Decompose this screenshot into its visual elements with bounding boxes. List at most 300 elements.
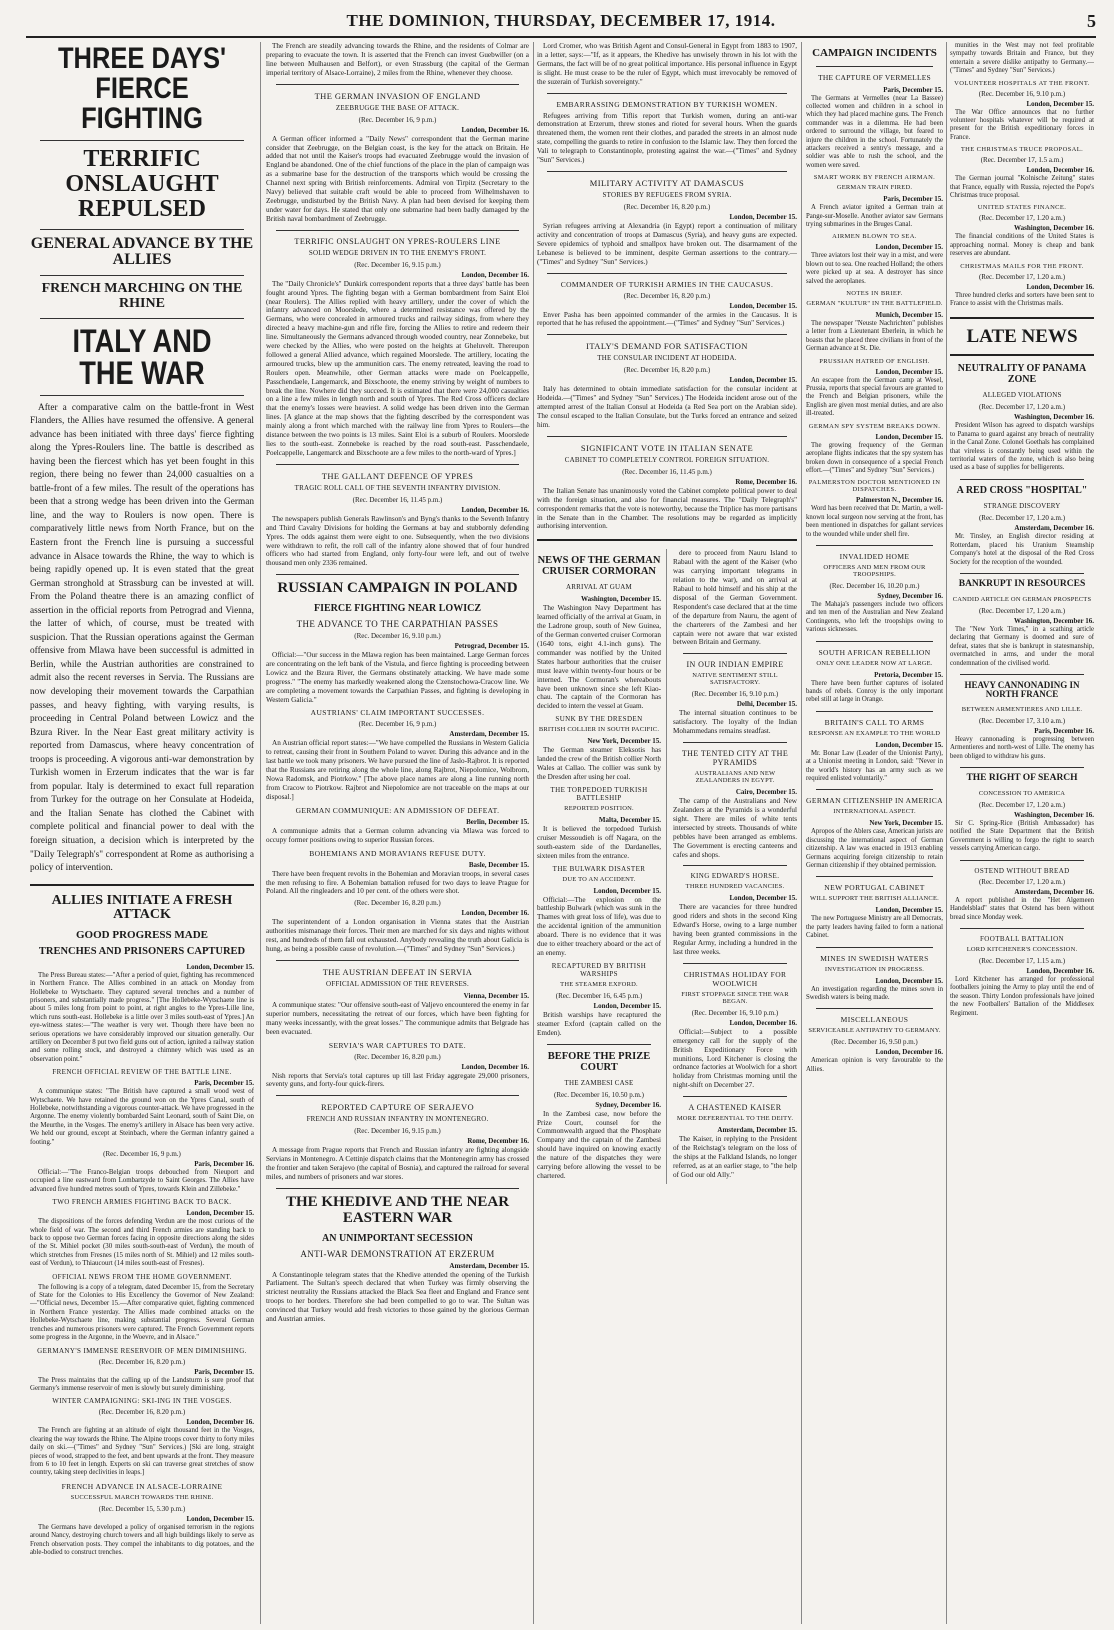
column-rule	[946, 42, 947, 1624]
article-text: The Germans at Vermelles (near La Bassee) collected women and children in a school in which they had placed machine guns. The French commander was in a dilemma. He had been ordered to surround the village, but feared to injure the children in the school. Fortunately the attackers received a sentry's message, and a soldier was able to rush the school, and the women were saved.	[806, 94, 943, 169]
section-subheading: CABINET TO COMPLETELY CONTROL FOREIGN SITUATION.	[564, 455, 770, 464]
article-text: The Italian Senate has unanimously voted the Cabinet complete political power to deal with the foreign situation, and also for financial measures. The "Daily Telegraph's" correspondent remarks that the vote is noteworthy, because the Triplice has more partisans in the Senate than in the Chamber. The resolutions may be regarded as implicitly authorising intervention.	[537, 486, 797, 531]
section-heading: EMBARRASSING DEMONSTRATION BY TURKISH WOMEN.	[556, 99, 778, 109]
section-subheading: SUCCESSFUL MARCH TOWARDS THE RHINE.	[70, 1493, 214, 1501]
headline-allies-fresh-attack: ALLIES INITIATE A FRESH ATTACK	[51, 892, 233, 923]
rule	[547, 93, 787, 94]
section-subheading: CONCESSION TO AMERICA	[978, 790, 1066, 798]
dateline: Amsterdam, December 15.	[449, 730, 529, 739]
section-subheading: STRANGE DISCOVERY	[983, 502, 1061, 511]
section-subheading: SERVICEABLE ANTIPATHY TO GERMANY.	[808, 1027, 941, 1035]
dateline: Petrograd, December 15.	[454, 642, 529, 650]
article-text: British warships have recaptured the steamer Exford (captain called on the Emden).	[537, 1010, 661, 1037]
headline-italy-and-the-war: ITALY AND THE WAR	[72, 322, 212, 391]
section-subheading: TRAGIC ROLL CALL OF THE SEVENTH INFANTRY DIVISION.	[294, 483, 501, 492]
dateline: Sydney, December 16.	[877, 591, 943, 600]
headline-khedive: THE KHEDIVE AND THE NEAR EASTERN WAR	[285, 1194, 510, 1226]
section-subheading: LORD KITCHENER'S CONCESSION.	[966, 945, 1078, 953]
rule	[960, 674, 1084, 675]
dateline: Washington, December 16.	[1014, 811, 1094, 820]
section-heading: SUNK BY THE DRESDEN	[555, 715, 643, 724]
article-text: Heavy cannonading is progressing between Armentieres and north-west of Lille. The enemy has been obliged to withdraw his guns.	[950, 735, 1094, 760]
rule	[276, 464, 519, 465]
rule	[40, 275, 244, 276]
section-heading: IN OUR INDIAN EMPIRE	[686, 660, 784, 670]
article-text: Apropos of the Ablers case, American jurists are discussing the international aspect of German citizenship. A law was enacted in 1913 enabling Germans acquiring foreign citizenship to retain German citizenship if they obtained permission.	[806, 828, 943, 870]
dateline: Palmerston N., December 16.	[856, 496, 943, 505]
section-subheading: OFFICERS AND MEN FROM OUR TROOPSHIPS.	[823, 563, 926, 578]
article-text: The growing frequency of the German aeroplane flights indicates that the spy system has broken down in consequence of a special French effort.—("Times" and Sydney "Sun" Services.)	[806, 441, 943, 474]
dateline: Rome, December 16.	[467, 1137, 529, 1146]
article-text: Three hundred clerks and sorters have been sent to France to assist with the Christmas mails.	[950, 291, 1094, 308]
dateline: Basle, December 15.	[468, 860, 529, 869]
section-subheading: THE ZAMBESI CASE	[564, 1078, 634, 1087]
article-text: The newspapers publish Generals Rawlinson's and Byng's thanks to the Seventh Infantry and Third Cavalry Divisions for holding the Germans at bay and stubbornly defending Ypres. The odds against them were eight to one. Subsequently, when the two divisions were withdrawn to refit, the roll call of the infantry alone showed that of four hundred officers who had started from England, only forty-four were left, and out of twelve thousand men only 2336 remained.	[266, 514, 529, 568]
rule	[276, 1095, 519, 1096]
section-subheading: RESPONSE AN EXAMPLE TO THE WORLD	[808, 729, 941, 737]
rule	[683, 963, 787, 964]
section-subheading: NATIVE SENTIMENT STILL SATISFACTORY.	[692, 672, 778, 687]
headline-late-news: LATE NEWS	[966, 325, 1078, 347]
article-text: A French aviator ignited a German train at Pange-sur-Moselle. Another aviator saw Germans trying submarines in the Bruges Canal.	[806, 204, 943, 229]
dateline: London, December 15.	[729, 212, 797, 221]
dateline: Paris, December 15.	[194, 1367, 254, 1376]
article-text: The new Portuguese Ministry are all Democrats, the party leaders having failed to form a national Cabinet.	[806, 915, 943, 940]
headline-right-of-search: THE RIGHT OF SEARCH	[966, 773, 1078, 784]
received-line: (Rec. December 17, 1.20 a.m.)	[978, 214, 1066, 223]
rule	[816, 789, 933, 790]
rule	[547, 334, 787, 335]
rule	[276, 230, 519, 231]
dateline: Berlin, December 15.	[466, 817, 529, 826]
headline-prize-court: BEFORE THE PRIZE COURT	[547, 1050, 651, 1073]
article-text: There have been frequent revolts in the Bohemian and Moravian troops, in several cases the men refusing to fire. A Bohemian battalion refused for two days to leave Prague for Poland. All the ringleaders and 10 per cent. of the others were shot.	[266, 869, 529, 896]
received-line: (Rec. December 17, 1.15 a.m.)	[978, 956, 1066, 965]
section-subheading: ONLY ONE LEADER NOW AT LARGE.	[816, 659, 933, 667]
received-line: (Rec. December 16, 8.20 p.m.)	[354, 899, 441, 908]
article-text: The French are steadily advancing towards the Rhine, and the residents of Colmar are preparing to evacuate the town. It is asserted that the French can invest Guebwiller (on a line between Mulhausen and Belfort), or even Strassburg (the capital of the German imperial territory of Alsace-Lorraine), 2 miles from the Rhine, whenever they choose.	[266, 42, 529, 77]
received-line: (Rec. December 16, 8.20 p.m.)	[623, 202, 711, 211]
section-heading: FOOTBALL BATTALION	[980, 934, 1064, 943]
rule	[816, 1008, 933, 1009]
headline-campaign-incidents: CAMPAIGN INCIDENTS	[812, 47, 937, 59]
rule	[537, 539, 797, 541]
article-text: In the Zambesi case, now before the Prize Court, counsel for the Commonwealth argued that the Phosphate Company and the captain of the Zambesi should have inquired on knowing exactly the nature of the dispatches they were carrying before allowing the vessel to be chartered.	[537, 1109, 661, 1180]
section-heading: GERMAN SPY SYSTEM BREAKS DOWN.	[808, 422, 941, 430]
dateline: London, December 16.	[461, 1062, 529, 1071]
section-heading: UNITED STATES FINANCE.	[977, 204, 1067, 212]
rule	[276, 574, 519, 575]
rule	[960, 928, 1084, 929]
dateline: Paris, December 15.	[194, 1079, 254, 1088]
article-text: Mr. Bonar Law (Leader of the Unionist Party), at a Unionist meeting in London, said: "Never in the world's history has an army such as we required enlisted voluntarily."	[806, 749, 943, 783]
dateline: London, December 15.	[1026, 99, 1094, 108]
dateline: New York, December 15.	[869, 819, 943, 828]
section-heading: MINES IN SWEDISH WATERS	[820, 953, 929, 963]
article-text: Italy has determined to obtain immediate satisfaction for the consular incident at Hodeida.—("Times" and Sydney "Sun" Services.) The Hodeida incident arose out of the attempted arrest of the Italian Consul at Hodeida (a Red Sea port on the Arabian side). The consul escaped to the Italian Consulate, but the Turks forced an entrance and seized him.	[537, 385, 797, 429]
section-heading: WINTER CAMPAIGNING: SKI-ING IN THE VOSGES.	[52, 1397, 232, 1406]
dateline: London, December 15.	[593, 1001, 661, 1010]
section-heading: SERVIA'S WAR CAPTURES TO DATE.	[328, 1040, 467, 1050]
dateline: Cairo, December 15.	[735, 788, 797, 797]
dateline: Washington, December 16.	[1014, 413, 1094, 422]
masthead	[26, 6, 1096, 38]
article-text: An investigation regarding the mines sown in Swedish waters is being made.	[806, 985, 943, 1002]
subhead-trenches-prisoners: TRENCHES AND PRISONERS CAPTURED	[38, 946, 246, 958]
rule	[950, 354, 1094, 356]
dateline: London, December 16.	[461, 270, 529, 279]
rule	[816, 947, 933, 948]
dateline: London, December 15.	[186, 1209, 254, 1218]
section-subheading: CANDID ARTICLE ON GERMAN PROSPECTS	[952, 595, 1092, 603]
section-subheading: REPORTED POSITION.	[564, 804, 634, 812]
section-heading: THE ADVANCE TO THE CARPATHIAN PASSES	[296, 619, 499, 629]
section-heading: A CHASTENED KAISER	[688, 1103, 782, 1113]
dateline: Sydney, December 16.	[595, 1100, 661, 1109]
article-text: There are vacancies for three hundred good riders and shots in the second King Edward's Horse, owing to a large number having been granted commissions in the Regular Army, including a hundred in the last three weeks.	[673, 903, 797, 956]
article-text: dere to proceed from Nauru Island to Rabaul with the agent of the Kaiser (who was carrying important telegrams in relation to the war), and on arrival at Rabaul to hold himself and his ship at the disposal of the German Government. Respondent's case declared that at the time of the departure from Nauru, the agent of the charterers of the Zambesi and her captain were not aware that war existed between Britain and Germany.	[673, 549, 797, 647]
dateline: Amsterdam, December 16.	[1014, 524, 1094, 533]
article-text: The financial conditions of the United States is approaching normal. Money is cheap and bank reserves are abundant.	[950, 233, 1094, 258]
section-heading: AUSTRIANS' CLAIM IMPORTANT SUCCESSES.	[310, 708, 485, 718]
section-heading: MILITARY ACTIVITY AT DAMASCUS	[589, 177, 745, 188]
received-line: (Rec. December 16, 9.10 p.m.)	[354, 632, 441, 640]
dateline: Amsterdam, December 15.	[717, 1126, 797, 1135]
section-subheading: OFFICIAL ADMISSION OF THE REVERSES.	[326, 979, 469, 988]
article-text: A German officer informed a "Daily News" correspondent that the German marine consider that Zeebrugge, on the Belgian coast, is the key for the attack on Britain. He added that not until the Kaiser's troops had evacuated Zeebrugge would the invasion of England be abandoned. One of the chief functions of the place in the plan of campaign was as a submarine base for the destruction of the transports which would be crossing the Channel next spring with British reinforcements. Admiral von Tirpitz (Secretary to the Navy) believed that suitable craft would be able to proceed from Wilhelmshaven to Zeebrugge, undisturbed by the British Navy. A plan had been devised for keeping them under water for days. He stated that only one submarine had been badly damaged by the British naval bombardment of Zeebrugge.	[266, 134, 529, 223]
dateline: Vienna, December 15.	[463, 991, 529, 1000]
received-line: (Rec. December 16, 9.10 p.m.)	[691, 1008, 779, 1017]
section-subheading: BETWEEN ARMENTIERES AND LILLE.	[961, 705, 1083, 713]
rule	[276, 84, 519, 85]
column-rule	[801, 42, 802, 1624]
article-text: Three aviators lost their way in a mist, and were blown out to sea. One reached Holland; the others were picked up at sea. A destroyer has since salved the aeroplanes.	[806, 252, 943, 285]
dateline: London, December 15.	[875, 740, 943, 749]
rule	[683, 865, 787, 866]
section-heading: THE TENTED CITY AT THE PYRAMIDS	[681, 749, 789, 768]
article-text: Lord Cromer, who was British Agent and Consul-General in Egypt from 1883 to 1907, in a letter, says:—"If, as it appears, the Khedive has unwisely thrown in his lot with the Germans, the fact will be of no great political importance. His personal influence in Egypt is slight. He must cease to be the ruler of Egypt, which must irrevocably be removed of the suzerain of Turkish sovereignty."	[537, 42, 797, 86]
section-subheading: DUE TO AN ACCIDENT.	[562, 875, 636, 883]
section-heading: TWO FRENCH ARMIES FIGHTING BACK TO BACK.	[52, 1198, 232, 1207]
subhead-unimportant-secession: AN UNIMPORTANT SECESSION	[322, 1232, 473, 1244]
dateline: Pretoria, December 15.	[874, 670, 943, 679]
article-text: The Washington Navy Department has learned officially of the arrival at Guam, in the Ladrone group, south of New Guinea, of the German converted cruiser Cormoran (1640 tons, eight 4.1-inch guns). The commander was notified by the United States harbour authorities that the cruiser must leave within twenty-four hours or be interned. The Cormoran's whereabouts have been unknown since she left Kiao-chau. The captain of the Cormoran has decided to intern the vessel at Guam.	[537, 604, 661, 711]
article-text: Mr. Tinsley, an English director residing at Rotterdam, placed his Uranium Steamship Company's hotel at the disposal of the Red Cross Society for the reception of the wounded.	[950, 533, 1094, 566]
rule	[276, 960, 519, 961]
dateline: London, December 16.	[1026, 966, 1094, 975]
dateline: Rome, December 16.	[735, 477, 797, 486]
article-text: There have been further captures of isolated bands of rebels. Conroy is the only important rebel still at large in Orange.	[806, 679, 943, 704]
article-text: The dispositions of the forces defending Verdun are the most curious of the whole field of war. The second and third French armies are standing back to back to oppose two German forces facing in opposite directions along the sides of the St. Mihiel pocket (30 miles south-south-east of Verdun), the mouth of which stretches from Fresnes (15 miles north of St. Mihiel) and 12 miles south-east of Verdun), to Thiaucourt (14 miles south-east of Fresnes).	[30, 1218, 254, 1268]
section-subheading: STORIES BY REFUGEES FROM SYRIA.	[602, 190, 732, 199]
section-subheading: ZEEBRUGGE THE BASE OF ATTACK.	[335, 103, 460, 112]
section-subheading: THE CAPTURE OF VERMELLES	[818, 72, 931, 82]
section-subheading: ARRIVAL AT GUAM	[566, 583, 632, 592]
section-heading: CHRISTMAS MAILS FOR THE FRONT.	[960, 262, 1084, 270]
headline-general-advance: GENERAL ADVANCE BY THE ALLIES	[30, 234, 254, 269]
rule	[40, 140, 244, 141]
dateline: London, December 15.	[875, 243, 943, 252]
section-subheading: ALLEGED VIOLATIONS	[982, 391, 1062, 400]
section-subheading: INTERNATIONAL ASPECT.	[833, 808, 916, 816]
dateline: London, December 16.	[461, 125, 529, 134]
rule	[960, 573, 1084, 574]
dateline: London, December 16.	[461, 909, 529, 918]
dateline: Washington, December 15.	[581, 595, 661, 604]
section-subheading: BRITISH COLLIER IN SOUTH PACIFIC.	[538, 726, 660, 734]
section-heading: COMMANDER OF TURKISH ARMIES IN THE CAUCASUS.	[560, 279, 774, 289]
article-text: Lord Kitchener has arranged for professional footballers joining the Army to play until the end of the season. Thirty London professionals have joined the new Footballers' Battalion of the Middlesex Regiment.	[950, 975, 1094, 1017]
headline-terrific-onslaught-repulsed: TERRIFIC ONSLAUGHT REPULSED	[65, 146, 219, 223]
received-line: (Rec. December 16, 9.50 p.m.)	[831, 1038, 918, 1047]
dateline: London, December 16.	[186, 1418, 254, 1427]
dateline: New York, December 15.	[587, 737, 661, 746]
received-line: (Rec. December 17, 1.20 a.m.)	[978, 877, 1066, 886]
dateline: Delhi, December 15.	[736, 700, 797, 709]
received-line: (Rec. December 16, 8.20 p.m.)	[354, 1052, 441, 1061]
dateline: Paris, December 15.	[883, 195, 943, 204]
lead-summary: After a comparative calm on the battle-front in West Flanders, the Allies have resumed the offensive. A general advance has been initiated with three days' fierce fighting along the Ypres-Roulers line. The battle is described as having been the fiercest which has yet been fought in this region, there being no fewer than 24,000 casualties on a battle-front of a few miles. The result of the operations has been that a strong wedge has been driven into the German line, and the way to Roulers is now open. There is comparatively little news from North France, but on the Eastern front the French line is pursuing a successful advance in Alsace towards the Rhine, the way to which is being rapidly opened up. It is even stated that the great German stronghold at Strassburg can be invested at will. From the Poland theatre there is an amazing conflict of assertion in the official reports from Petrograd and Vienna, the latter of which, of course, must be treated with suspicion. That the Russian operations against the German offensive from Mlawa have been successful is admitted in Berlin, while the Austrian authorities are constrained to admit also the recent reverses in Servia. The Russians are now developing their movement towards the Carpathian passes, and heavy fighting, with varying results, is proceeding in Central Poland between Lowicz and the Bzura River. In the Near East great military activity is reported from Damascus, where heavy concentration of troops is proceeding. A vigorous anti-war demonstration by Turkish women in Erzerum indicates that the war is far from popular. Italy is determined to exact full reparation from Turkey for the outrage on her Consulate at Hodeida, and the Italian Senate has clothed the Cabinet with complete political and financial power to deal with the foreign situation, a decision which is interpreted by the "Daily Telegraph's" correspondent at Rome as authorising a policy of intervention.	[30, 402, 254, 874]
rule	[683, 742, 787, 743]
headline-bankrupt: BANKRUPT IN RESOURCES	[958, 579, 1086, 589]
rule	[40, 395, 244, 396]
received-line: (Rec. December 16, 9 p.m.)	[358, 115, 437, 124]
dateline: Malta, December 15.	[598, 815, 661, 824]
section-heading: SOUTH AFRICAN REBELLION	[818, 647, 931, 657]
rule	[960, 860, 1084, 861]
section-heading: SIGNIFICANT VOTE IN ITALIAN SENATE	[580, 442, 754, 453]
section-heading: AIRMEN BLOWN TO SEA.	[832, 233, 917, 241]
article-text: Sir C. Spring-Rice (British Ambassador) has notified the State Department that the British Government is willing to forgo the right to search vessels carrying American cargo.	[950, 820, 1094, 853]
dateline: London, December 16.	[1026, 282, 1094, 291]
section-subheading: MORE DEFERENTIAL TO THE DEITY.	[676, 1115, 794, 1123]
article-text: Refugees arriving from Tiflis report that Turkish women, during an anti-war demonstration at Erzerum, threw stones and rioted for several hours. When the guards threatened them, the women rent their clothes, and paraded the streets in an almost nude state, compelling the guards to retire in confusion to the Islamic law. They then forced the Vali to telegraph to Constantinople, protesting against the war.—("Times" and Sydney "Sun" Services.)	[537, 111, 797, 165]
dateline: Munich, December 15.	[875, 311, 943, 320]
dateline: London, December 15.	[875, 976, 943, 985]
section-heading: ITALY'S DEMAND FOR SATISFACTION	[586, 341, 748, 352]
section-subheading: THREE HUNDRED VACANCIES.	[685, 883, 785, 891]
headline-panama: NEUTRALITY OF PANAMA ZONE	[957, 363, 1087, 385]
article-text: The following is a copy of a telegram, dated December 15, from the Secretary of State for the Colonies to His Excellency the Governor of New Zealand:—"Official news, December 15.—After comparative quiet, fighting commenced in Northern France yesterday. The Allies made combined attacks on the Hollebeke-Wytschaete line, making substantial progress. Several German trenches and numerous prisoners were captured. The French Government reports some progress in the Argonne, in the Woevre, and in Alsace."	[30, 1283, 254, 1342]
section-subheading: FIRST STOPPAGE SINCE THE WAR BEGAN.	[681, 990, 789, 1005]
received-line: (Rec. December 15, 5.30 p.m.)	[98, 1504, 186, 1513]
article-text: The Press maintains that the calling up of the Landsturm is sure proof that Germany's immense reservoir of men is slowly but surely diminishing.	[30, 1376, 254, 1392]
section-subheading: GERMAN TRAIN FIRED.	[836, 184, 913, 192]
received-line: (Rec. December 17, 1.20 a.m.)	[978, 403, 1066, 412]
received-line: (Rec. December 17, 1.20 a.m.)	[978, 606, 1066, 615]
sub-column-left	[537, 549, 667, 1184]
section-heading: ANTI-WAR DEMONSTRATION AT ERZERUM	[300, 1248, 495, 1259]
article-text: The newspaper "Neuste Nachrichten" publishes a letter from a Lieutenant Eberlein, in which he boasts that he placed three civilians in front of the German advance at St. Die.	[806, 320, 943, 353]
section-subheading: GERMAN "KULTUR" IN THE BATTLEFIELD.	[806, 300, 943, 308]
section-heading: BOHEMIANS AND MORAVIANS REFUSE DUTY.	[309, 848, 486, 858]
received-line: (Rec. December 16, 9.10 p.m.)	[691, 690, 779, 699]
section-heading: PALMERSTON DOCTOR MENTIONED IN DISPATCHES.	[808, 479, 941, 494]
rule	[960, 479, 1084, 480]
column-rule	[533, 42, 534, 1624]
section-heading: THE AUSTRIAN DEFEAT IN SERVIA	[322, 966, 473, 977]
article-text: The French are fighting at an altitude of eight thousand feet in the Vosges, clearing the way towards the Rhine. The Alpine troops cover thirty to forty miles daily on ski.—("Times" and Sydney "Sun" Services.) [Ski are long, straight pieces of wood, strapped to the feet, and bent upwards at the front. They measure from 6 to 10 feet in length. Experts on ski can traverse great stretches of snow country, taking steep declivities in leaps.]	[30, 1427, 254, 1477]
section-subheading: SOLID WEDGE DRIVEN IN TO THE ENEMY'S FRONT.	[308, 248, 487, 257]
article-text: A report published in the "Het Algemeen Handelsblad" states that Ostend has been without bread since Monday week.	[950, 896, 1094, 921]
received-line: (Rec. December 16, 8.20 p.m.)	[623, 291, 711, 300]
section-heading: KING EDWARD'S HORSE.	[690, 872, 780, 881]
headline-russian-campaign: RUSSIAN CAMPAIGN IN POLAND	[277, 580, 518, 597]
section-heading: REPORTED CAPTURE OF SERAJEVO	[320, 1102, 475, 1113]
article-text: Enver Pasha has been appointed commander of the armies in the Caucasus. It is reported that he has refused the appointment.—("Times" and Sydney "Sun" Services.)	[537, 310, 797, 328]
section-heading: GERMAN COMMUNIQUE: AN ADMISSION OF DEFEAT.	[295, 805, 500, 815]
article-text: American opinion is very favourable to the Allies.	[806, 1057, 943, 1073]
received-line: (Rec. December 16, 8.20 p.m.)	[98, 1408, 186, 1417]
rule	[40, 229, 244, 230]
rule	[816, 641, 933, 642]
article-text: Official:—Subject to a possible emergency call for the supply of the British Expeditionary Force with munitions, Lord Kitchener is closing the ordnance factories at Woolwich for a short holiday from Christmas morning until the night-shift on December 27.	[673, 1027, 797, 1090]
section-heading: THE CHRISTMAS TRUCE PROPOSAL.	[960, 146, 1084, 154]
section-heading: VOLUNTEER HOSPITALS AT THE FRONT.	[954, 79, 1090, 87]
sub-column-right	[673, 549, 797, 1184]
subhead-fierce-fighting-lowicz: FIERCE FIGHTING NEAR LOWICZ	[314, 603, 481, 614]
section-heading: RECAPTURED BY BRITISH WARSHIPS	[551, 961, 647, 978]
column-2	[266, 42, 529, 1624]
section-heading: FRENCH OFFICIAL REVIEW OF THE BATTLE LINE.	[52, 1068, 232, 1077]
section-heading: THE GERMAN INVASION OF ENGLAND	[314, 90, 481, 101]
dateline: London, December 15.	[729, 301, 797, 310]
rule	[950, 317, 1094, 319]
page-number: 5	[1087, 10, 1096, 31]
article-text: It is believed the torpedoed Turkish cruiser Messoudieh is off Nagara, on the south-eastern side of the Dardanelles, sixteen miles from the entrance.	[537, 824, 661, 860]
subhead-good-progress: GOOD PROGRESS MADE	[75, 929, 208, 942]
dateline: Paris, December 16.	[1034, 726, 1094, 735]
rule	[547, 171, 787, 172]
rule	[816, 66, 933, 67]
dateline: Paris, December 16.	[194, 1160, 254, 1168]
section-heading: GERMANY'S IMMENSE RESERVOIR OF MEN DIMINISHING.	[37, 1346, 247, 1355]
article-text: Official:—"Our success in the Mlawa region has been maintained. Large German forces are concentrating on the left bank of the Vistula, and fierce fighting is proceeding between Lowicz and the Bzura River, the Germans obstinately attacking. We have made some progress." "The enemy has markedly weakened along the Czenstochowa-Cracow line. We are completing a movement towards the Carpathian Passes, and fighting is developing in Western Galicia."	[266, 651, 529, 704]
received-line: (Rec. December 17, 3.10 a.m.)	[978, 716, 1066, 725]
section-heading: THE BULWARK DISASTER	[552, 864, 646, 873]
headline-three-days-fierce-fighting: THREE DAYS' FIERCE FIGHTING	[57, 42, 227, 135]
article-text: The Kaiser, in replying to the President of the Reichstag's telegram on the loss of the ships at the Falkland Islands, no longer referred, as at an earlier stage, to "the help of God our old Ally."	[673, 1135, 797, 1179]
section-heading: GERMAN CITIZENSHIP IN AMERICA	[806, 796, 943, 806]
headline-heavy-cannonading: HEAVY CANNONADING IN NORTH FRANCE	[964, 680, 1080, 700]
section-heading: TERRIFIC ONSLAUGHT ON YPRES-ROULERS LINE	[294, 236, 501, 246]
rule	[816, 545, 933, 546]
column-1	[30, 42, 254, 1624]
section-heading: OFFICIAL NEWS FROM THE HOME GOVERNMENT.	[52, 1272, 232, 1281]
dateline: Amsterdam, December 15.	[449, 1261, 529, 1270]
rule	[276, 1188, 519, 1189]
dateline: London, December 15.	[875, 367, 943, 376]
article-text: Syrian refugees arriving at Alexandria (in Egypt) report a continuation of military activity and concentration of troops at Damascus (Syria), and heavy guns are expected. Severe epidemics of typhoid and smallpox have broken out. The disarmament of the Lebanese is believed to be imminent, despite German assertions to the contrary.—("Times" and Sydney "Sun" Services.)	[537, 221, 797, 266]
headline-cormoran: NEWS OF THE GERMAN CRUISER CORMORAN	[537, 555, 661, 578]
article-text: An Austrian official report states:—"We have compelled the Russians in Western Galicia to retreat, causing their front in Southern Poland to waver. During this advance and in the last battle we took many prisoners. We have pursued the line of Jaslo-Rajbrot. It is reported that the Russians are retiring along the whole line, along Rajbrot, Niepolomice, Wolbrom, Nowa Radomsk, and Piotrkow." [The above place names are along a line running north from Cracow to Piotrkow. Rajbrot and Niepolomice are not traceable on the maps at our disposal.]	[266, 739, 529, 801]
received-line: (Rec. December 17, 1.20 a.m.)	[978, 514, 1066, 523]
article-text: The War Office announces that no further volunteer hospitals whatever will be required at present for the British expeditionary forces in France.	[950, 108, 1094, 141]
article-text: The Press Bureau states:—"After a period of quiet, fighting has recommenced in Northern France. The Allies combined in an attack on Monday from Hollebeke to Wytschaete. They captured several trenches and a number of prisoners, and substantially made progress." [The Hollebeke-Wytschaete line is about 5 miles long from point to point, at right angles to the Ypres-Lille line, which runs south-east. Hollebeke is a little over 3 miles south-east of Ypres.] An eye-witness states:—"The weather is very wet. Though there have been no serious operations we have considerably improved our situation generally. Our artillery on December 8 put two field guns out of action, ignited a railway station and some rolling stock, and destroyed a chimney which was used as an observation point."	[30, 971, 254, 1063]
section-heading: THE TORPEDOED TURKISH BATTLESHIP	[550, 785, 648, 802]
received-line: (Rec. December 16, 8.20 p.m.)	[98, 1357, 186, 1366]
section-heading: CHRISTMAS HOLIDAY FOR WOOLWICH	[683, 969, 787, 988]
received-line: (Rec. December 16, 6.45 p.m.)	[555, 991, 643, 1000]
section-heading: MISCELLANEOUS	[840, 1015, 909, 1025]
section-heading: BRITAIN'S CALL TO ARMS	[824, 717, 925, 727]
article-text: President Wilson has agreed to dispatch warships to Panama to guard against any breach of neutrality in the Canal Zone. Colonel Goethals has complained that vireless is constantly being used within the territorial waters of the zone, which is also being used as a base of supplies for belligerents.	[950, 422, 1094, 472]
article-text: A Constantinople telegram states that the Khedive attended the opening of the Turkish Parliament. The Sultan's speech declared that when Turkey was firmly observing the strictest neutrality the Russians attacked the Black Sea fleet and England and France sent troops to her borders. Therefore she had been compelled to go to war. The Sultan was convinced that Turkey would add fresh victories to those gained by the glorious German and Austrian armies.	[266, 1270, 529, 1324]
article-text: Official:—"The Franco-Belgian troops debouched from Nieuport and occupied a line eastward from Lombartzyde to Saint Georges. The Allies have advanced five hundred metres south of Ypres, towards Klein and Zillebeke."	[30, 1169, 254, 1193]
received-line: (Rec. December 16, 8.20 p.m.)	[623, 366, 711, 375]
dateline: London, December 15.	[729, 894, 797, 903]
article-text: Word has been received that Dr. Martin, a well-known local surgeon now serving at the front, has been mentioned in dispatches for gallant services to the wounded while under shell fire.	[806, 505, 943, 538]
dateline: London, December 15.	[593, 886, 661, 895]
dateline: London, December 15.	[875, 432, 943, 441]
dateline: London, December 16.	[461, 505, 529, 514]
section-heading: INVALIDED HOME	[839, 551, 910, 561]
received-line: (Rec. December 16, 10.20 p.m.)	[829, 581, 920, 590]
rule	[960, 767, 1084, 768]
section-heading: FRENCH ADVANCE IN ALSACE-LORRAINE	[61, 1481, 223, 1491]
rule	[683, 653, 787, 654]
received-line: (Rec. December 16, 10.50 p.m.)	[554, 1090, 644, 1099]
article-text: The Germans have developed a policy of organised terrorism in the regions around Nancy, destroying church towers and all high buildings likely to serve as French observation posts. They compel the inhabitants to dig potatoes, and the able-bodied to construct trenches.	[30, 1523, 254, 1556]
section-heading: THE GALLANT DEFENCE OF YPRES	[321, 470, 474, 481]
rule	[816, 876, 933, 877]
received-line: (Rec. December 17, 1.20 a.m.)	[978, 801, 1066, 810]
section-subheading: INVESTIGATION IN PROGRESS.	[824, 965, 925, 973]
section-heading: NEW PORTUGAL CABINET	[824, 883, 925, 893]
dateline: London, December 16.	[1026, 166, 1094, 175]
section-subheading: WILL SUPPORT THE BRITISH ALLIANCE.	[810, 895, 939, 903]
section-subheading: AUSTRALIANS AND NEW ZEALANDERS IN EGYPT.	[694, 770, 776, 785]
rule	[30, 884, 254, 886]
section-heading: SMART WORK BY FRENCH AIRMAN.	[813, 174, 936, 182]
article-text: The "Daily Chronicle's" Dunkirk correspondent reports that a three days' battle has been fought around Ypres. The fighting began with a German bombardment from Saint Eloi (near Roulers). The Allies replied with heavy artillery, under the cover of which the infantry advanced on Moorslede, where a determined resistance was offered by the Germans, who were concealed in armoured trucks and railway sidings, from where they directed a heavy machine-gun and rifle fire, forcing the Allies to retire and redeem their line. Simultaneously the Germans advanced through wooded country, near Zonnebeke, but were checked by the Allies, who were posted on the heights at Gheluvelt. Thereupon followed a general Allied advance, which regained Moorslede. The artillery, locating the armoured trucks, blew up the ammunition cars. The enemy retreated, leaving the road to Roulers open. Meanwhile, other German attacks were made on Poelcappelle, Passchendaele, Langemarck, and Bixschoote, the enemy striving by weight of numbers to break the line. Nowhere did they succeed. It is estimated that there were 24,000 casualties on a line a few miles in length north and south of Ypres. The Red Cross officers declare that the enemy's losses were heaviest. A solid wedge has been driven into the German lines. [A glance at the map shows that the fighting described by the correspondent was mainly along a front which marched with the railway line from Ypres to Roulers—the distance between the two points is 13 miles. Saint Eloi is a suburb of Roulers. Moorslede lies to the south-east. Zonnebeke is reached by the road south-east. Passchendaele, Poelcappelle, Langemarck and Bixschoote are a few miles to the north-ward of Ypres.]	[266, 279, 529, 457]
article-text: The Mahaja's passengers include two officers and ten men of the Australian and New Zealand Contingents, who left the troopships owing to various sicknesses.	[806, 600, 943, 634]
received-line: (Rec. December 16, 11.45 p.m.)	[352, 495, 443, 504]
article-text: Official:—The explosion on the battleship Bulwark (which was sunk in the Thames with great loss of life), was due to the accidental ignition of the ammunition aboard. There is no evidence that it was due to either treachery aboard or the act of an enemy.	[537, 895, 661, 957]
article-text: The German journal "Kolnische Zeitung" states that France, equally with Russia, rejected the Pope's Christmas truce proposal.	[950, 175, 1094, 200]
headline-french-marching-rhine: FRENCH MARCHING ON THE RHINE	[41, 281, 243, 311]
article-text: A message from Prague reports that French and Russian infantry are fighting alongside Servians in Montenegro. A Cettinje dispatch claims that the Montenegrin army has crossed the frontier and taken Serajevo (the capital of Bosnia), and captured the railroad for several miles, and numbers of prisoners and war stores.	[266, 1146, 529, 1182]
received-line: (Rec. December 16, 9 p.m.)	[358, 720, 437, 729]
masthead-title: THE DOMINION, THURSDAY, DECEMBER 17, 1914.	[346, 11, 776, 30]
dateline: Amsterdam, December 16.	[1014, 887, 1094, 896]
article-text: A communique states: "Our offensive south-east of Valjevo encountered the enemy in far superior numbers, necessitating the retreat of our forces, which have been fighting for many weeks incessantly, with the great losses." The communique admits that Belgrade has been evacuated.	[266, 1000, 529, 1036]
article-text: The "New York Times," in a scathing article declaring that Germany is doomed and sure of defeat, states that she is bankrupt in statesmanship, overmatched in arms, and under the moral condemnation of the civilised world.	[950, 625, 1094, 667]
headline-red-cross: A RED CROSS "HOSPITAL"	[956, 484, 1088, 496]
column-3	[537, 42, 797, 1624]
rule	[816, 711, 933, 712]
article-text: The German steamer Eleksotis has landed the crew of the British collier North Wales at Callao. The collier was sunk by the Dresden after using her coal.	[537, 746, 661, 781]
received-line: (Rec. December 17, 1.5 a.m.)	[980, 156, 1064, 165]
received-line: (Rec. December 16, 9 p.m.)	[103, 1150, 181, 1158]
column-5	[950, 42, 1094, 1624]
section-heading: PRUSSIAN HATRED OF ENGLISH.	[819, 357, 930, 365]
rule	[683, 1096, 787, 1097]
section-heading: OSTEND WITHOUT BREAD	[974, 866, 1070, 875]
rule	[547, 436, 787, 437]
dateline: London, December 15.	[186, 962, 254, 971]
article-text: An escapee from the German camp at Wesel, Prussia, reports that special favours are granted to the French and Belgian prisoners, while the English are given most menial duties, and are also ill-treated.	[806, 376, 943, 418]
received-line: (Rec. December 16, 9.15 p.m.)	[354, 260, 441, 269]
dateline: London, December 15.	[729, 376, 797, 385]
column-rule	[260, 42, 261, 1624]
section-heading: NOTES IN BRIEF.	[846, 290, 903, 298]
rule	[547, 273, 787, 274]
article-text: A communique states: "The British have captured a small wood west of Wytschaete. We have retained the ground won on the Ypres Canal, south of Hollebeke, notwithstanding a vigorous counter-attack. We have progressed in the Argonne. The enemy violently bombarded Saint Leonard, south of Saint Die, on the Meurthe, in the Vosges. The enemy's artillery in Alsace has been very active. We held our ground, except at Steinbach, where the German infantry gained a footing."	[30, 1088, 254, 1146]
received-line: (Rec. December 16, 9.15 p.m.)	[354, 1127, 441, 1136]
sub-columns	[537, 549, 797, 1184]
rule	[547, 1044, 651, 1045]
